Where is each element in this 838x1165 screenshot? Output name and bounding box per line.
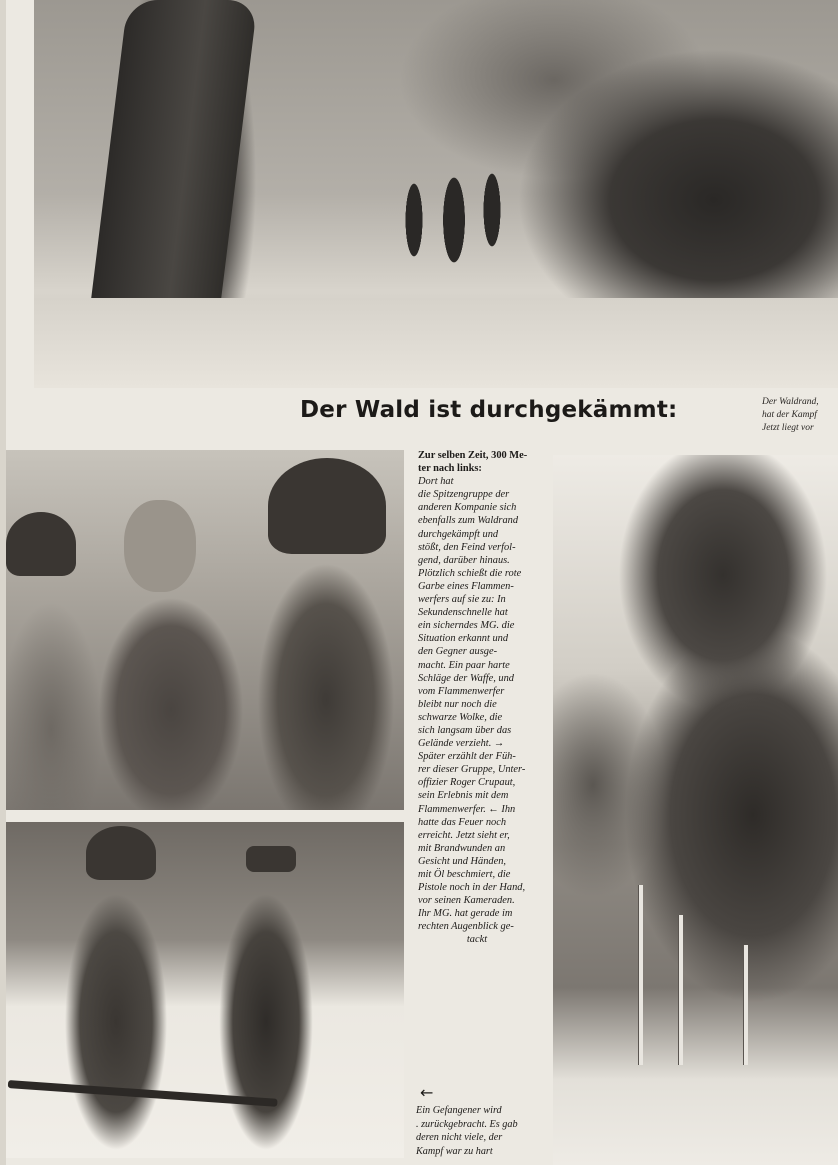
helmet-right bbox=[268, 458, 386, 554]
body-line: sich langsam über das bbox=[418, 724, 512, 736]
caption-top-right bbox=[762, 396, 838, 435]
body-line: stößt, den Feind verfol- bbox=[418, 541, 516, 553]
body-line: schwarze Wolke, die bbox=[418, 711, 503, 723]
body-line: den Gegner ausge- bbox=[418, 646, 498, 658]
body-line: Garbe eines Flammen- bbox=[418, 580, 514, 592]
caption-line: Der Waldrand, bbox=[762, 397, 819, 407]
body-line: anderen Kompanie sich bbox=[418, 502, 517, 514]
body-line: bleibt nur noch die bbox=[418, 698, 497, 710]
birch-tree bbox=[678, 915, 683, 1065]
headline: Der Wald ist durchgekämmt: bbox=[300, 397, 678, 423]
body-line: Pistole noch in der Hand, bbox=[418, 882, 526, 894]
article-body bbox=[418, 449, 536, 947]
photo-forest-edge bbox=[34, 0, 838, 388]
body-line: macht. Ein paar harte bbox=[418, 659, 510, 671]
body-line: sein Erlebnis mit dem bbox=[418, 790, 509, 802]
body-line: ein sicherndes MG. die bbox=[418, 620, 515, 632]
body-line: hatte das Feuer noch bbox=[418, 816, 507, 828]
lead-line: ter nach links: bbox=[418, 463, 482, 475]
body-line: Ihr MG. hat gerade im bbox=[418, 908, 513, 920]
birch-tree bbox=[638, 885, 643, 1065]
photo-prisoner bbox=[6, 822, 404, 1158]
body-line: gend, darüber hinaus. bbox=[418, 554, 510, 566]
body-line: durchgekämpft und bbox=[418, 528, 499, 540]
snow-ground bbox=[34, 298, 838, 388]
body-line: tackt bbox=[466, 934, 488, 946]
caption-line: Jetzt liegt vor bbox=[762, 423, 814, 433]
body-line: offizier Roger Crupaut, bbox=[418, 777, 516, 789]
body-line: Dort hat bbox=[418, 476, 454, 488]
body-line: ebenfalls zum Waldrand bbox=[418, 515, 519, 527]
caption-line: hat der Kampf bbox=[762, 410, 817, 420]
birch-tree bbox=[743, 945, 748, 1065]
body-line: Gelände verzieht. → bbox=[418, 738, 505, 750]
caption-line: . zurückgebracht. Es gab bbox=[416, 1118, 518, 1130]
body-line: mit Brandwunden an bbox=[418, 842, 506, 854]
body-line: Sekundenschnelle hat bbox=[418, 607, 508, 619]
body-line: Schläge der Waffe, und bbox=[418, 672, 515, 684]
body-line: vom Flammenwerfer bbox=[418, 685, 505, 697]
body-line: Später erzählt der Füh- bbox=[418, 751, 516, 763]
body-line: Plötzlich schießt die rote bbox=[418, 567, 522, 579]
body-line: rechten Augenblick ge- bbox=[418, 921, 514, 933]
caption-line: Ein Gefangener wird bbox=[416, 1105, 502, 1116]
helmet-soldier bbox=[86, 826, 156, 880]
soldier-silhouettes bbox=[394, 140, 514, 290]
arrow-left-icon: ← bbox=[420, 1083, 434, 1102]
body-line: Gesicht und Händen, bbox=[418, 855, 507, 867]
body-line: mit Öl beschmiert, die bbox=[418, 869, 511, 880]
body-line: Flammenwerfer. ← Ihn bbox=[418, 803, 516, 815]
body-line: Situation erkannt und bbox=[418, 633, 509, 645]
helmet-left bbox=[6, 512, 76, 576]
caption-line: Kampf war zu hart bbox=[416, 1145, 493, 1157]
lead-line: Zur selben Zeit, 300 Me- bbox=[418, 450, 528, 461]
body-line: die Spitzengruppe der bbox=[418, 489, 510, 501]
rifle bbox=[8, 1080, 278, 1107]
body-line: rer dieser Gruppe, Unter- bbox=[418, 764, 526, 776]
body-line: erreicht. Jetzt sieht er, bbox=[418, 829, 510, 841]
body-line: werfers auf sie zu: In bbox=[418, 594, 506, 606]
face-center bbox=[124, 500, 196, 592]
body-line: vor seinen Kameraden. bbox=[418, 895, 515, 907]
caption-line: deren nicht viele, der bbox=[416, 1132, 503, 1143]
photo-soldiers-talking bbox=[6, 450, 404, 810]
caption-bottom bbox=[416, 1104, 538, 1158]
photo-smoke-cloud bbox=[553, 455, 838, 1165]
cap-prisoner bbox=[246, 846, 296, 872]
